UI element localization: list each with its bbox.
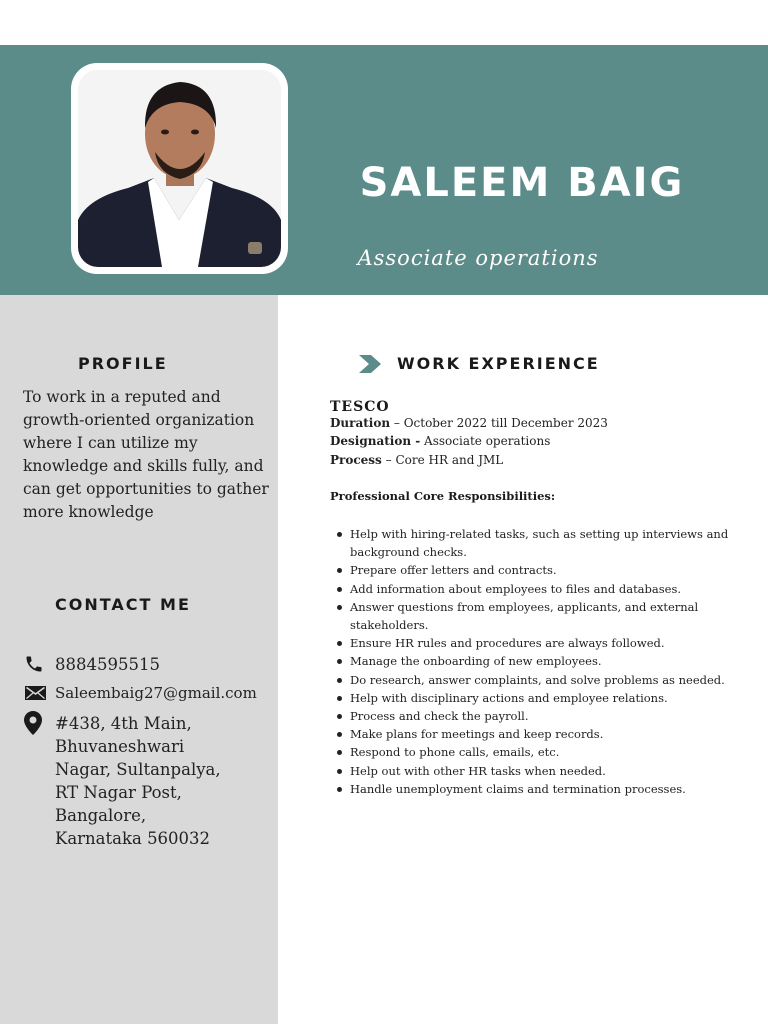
profile-heading: PROFILE: [78, 354, 168, 373]
list-item: Ensure HR rules and procedures are always followed.: [336, 634, 756, 652]
list-item: Manage the onboarding of new employees.: [336, 652, 756, 670]
profile-photo: [78, 70, 281, 267]
list-item: Do research, answer complaints, and solve problems as needed.: [336, 671, 756, 689]
job-process: [330, 453, 503, 467]
map-pin-icon: [24, 712, 48, 734]
candidate-role: Associate operations: [357, 246, 599, 270]
job-designation: [330, 434, 550, 448]
list-item: Answer questions from employees, applicants, and external stakeholders.: [336, 598, 756, 634]
list-item: Respond to phone calls, emails, etc.: [336, 743, 756, 761]
duration-label: Duration: [330, 416, 391, 430]
list-item: Process and check the payroll.: [336, 707, 756, 725]
work-experience-heading: WORK EXPERIENCE: [397, 354, 600, 373]
phone-icon: [24, 653, 48, 675]
process-label: Process: [330, 453, 382, 467]
profile-photo-frame: [71, 63, 288, 274]
list-item: Help with disciplinary actions and employee relations.: [336, 689, 756, 707]
phone-number: 8884595515: [55, 655, 160, 674]
responsibilities-heading: Professional Core Responsibilities:: [330, 489, 556, 503]
duration-value: – October 2022 till December 2023: [390, 416, 608, 430]
process-value: – Core HR and JML: [381, 453, 504, 467]
portrait-illustration: [78, 70, 281, 267]
contact-email: [24, 682, 257, 705]
list-item: Handle unemployment claims and termination processes.: [336, 780, 756, 798]
postal-address: #438, 4th Main, Bhuvaneshwari Nagar, Sultanpalya, RT Nagar Post, Bangalore, Karnataka 560032: [55, 714, 221, 848]
list-item: Prepare offer letters and contracts.: [336, 561, 756, 579]
list-item: Help out with other HR tasks when needed.: [336, 762, 756, 780]
designation-label: Designation -: [330, 434, 421, 448]
responsibilities-list: [336, 525, 756, 798]
list-item: Make plans for meetings and keep records.: [336, 725, 756, 743]
list-item: Help with hiring-related tasks, such as setting up interviews and background checks.: [336, 525, 756, 561]
candidate-name: SALEEM BAIG: [359, 160, 685, 206]
contact-address: [24, 712, 264, 850]
designation-value: Associate operations: [420, 434, 551, 448]
envelope-icon: [24, 682, 48, 704]
employer-name: TESCO: [330, 399, 390, 415]
profile-summary: To work in a reputed and growth-oriented organization where I can utilize my knowledge and skills fully, and can get opportunities to gather more knowledge: [23, 388, 269, 521]
email-address: Saleembaig27@gmail.com: [55, 684, 257, 702]
job-duration: [330, 416, 608, 430]
contact-heading: CONTACT ME: [55, 595, 191, 614]
chevron-right-icon: [357, 354, 383, 374]
contact-phone: [24, 653, 160, 676]
list-item: Add information about employees to files and databases.: [336, 580, 756, 598]
